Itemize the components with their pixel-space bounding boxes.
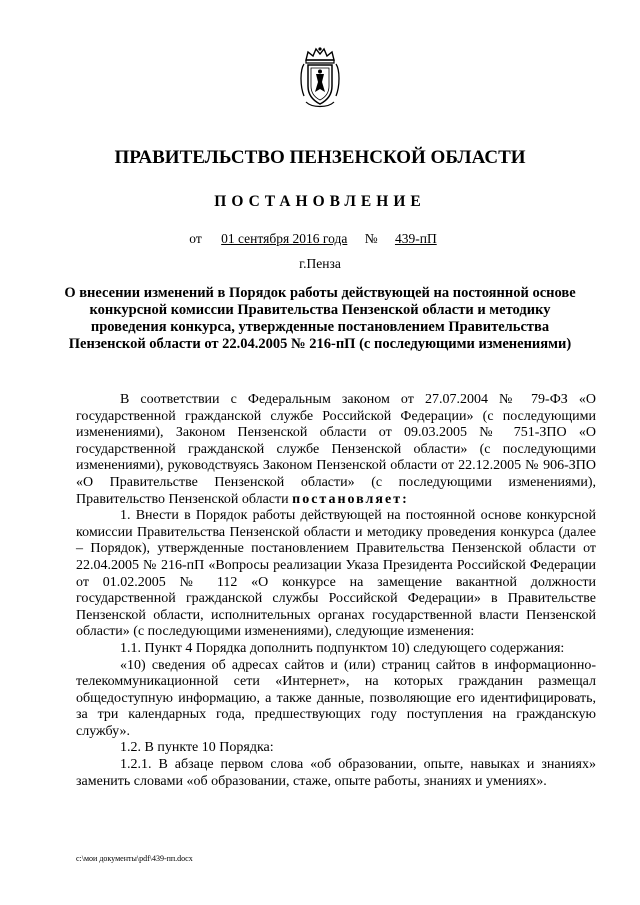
coat-of-arms-icon (298, 46, 342, 110)
document-subject: О внесении изменений в Порядок работы действующей на постоянной основе конкурсной комиссии Правительства Пензенской области и методику проведения конкурса, утвержденные постановлением Правительства Пензенской области от 22.04.2005 № 216-пП (с последующими изменениями) (64, 285, 576, 352)
file-path-footer: c:\мои документы\pdf\439-пп.docx (76, 854, 193, 863)
document-date: 01 сентября 2016 года (221, 231, 348, 246)
paragraph-preamble (76, 392, 596, 508)
city: г.Пенза (299, 256, 341, 271)
preamble-text: В соответствии с Федеральным законом от 27.07.2004 № 79-ФЗ «О государственной гражданской службе Российской Федерации» (с последующими изменениями), Законом Пензенской области от 09.03.2005 № 751-ЗПО «О государственной гражданской службе Пензенской области» (с последующими изменениями), руководствуясь Законом Пензенской области от 22.12.2005 № 906-ЗПО «О Правительстве Пензенской области» (с последующими изменениями), Правительство Пензенской области (76, 392, 596, 507)
paragraph-1-2-1: 1.2.1. В абзаце первом слова «об образовании, опыте, навыках и знаниях» заменить словами «об образовании, стаже, опыте работы, знаниях и умениях». (76, 757, 596, 789)
document-type: ПОСТАНОВЛЕНИЕ (214, 193, 426, 210)
paragraph-1-1-text: «10) сведения об адресах сайтов и (или) страниц сайтов в информационно-телекоммуникационной сети «Интернет», на которых гражданин размещал общедоступную информацию, а также данные, позволяющие его идентифицировать, за три календарных года, предшествующих году поступления на гражданскую службу». (76, 657, 596, 739)
resolves-word: постановляет: (292, 491, 409, 507)
date-prefix: от (189, 231, 202, 246)
government-title: ПРАВИТЕЛЬСТВО ПЕНЗЕНСКОЙ ОБЛАСТИ (114, 147, 526, 168)
paragraph-1-1: 1.1. Пункт 4 Порядка дополнить подпунктом 10) следующего содержания: (120, 640, 565, 656)
document-number: 439-пП (394, 231, 437, 246)
date-number-line (0, 231, 640, 247)
paragraph-1-2: 1.2. В пункте 10 Порядка: (120, 740, 274, 756)
paragraph-1: 1. Внести в Порядок работы действующей на постоянной основе конкурсной комиссии Правительства Пензенской области и методику проведения конкурса (далее – Порядок), утвержденные постановлением Правительства Пензенской области от 22.04.2005 № 216-пП «Вопросы реализации Указа Президента Российской Федерации от 01.02.2005 № 112 «О конкурсе на замещение вакантной должности государственной гражданской службы Российской Федерации» в Правительстве Пензенской области, исполнительных органах государственной власти Пензенской области» (с последующими изменениями), следующие изменения: (76, 508, 596, 640)
document-body (76, 392, 596, 790)
number-prefix: № (364, 231, 378, 246)
